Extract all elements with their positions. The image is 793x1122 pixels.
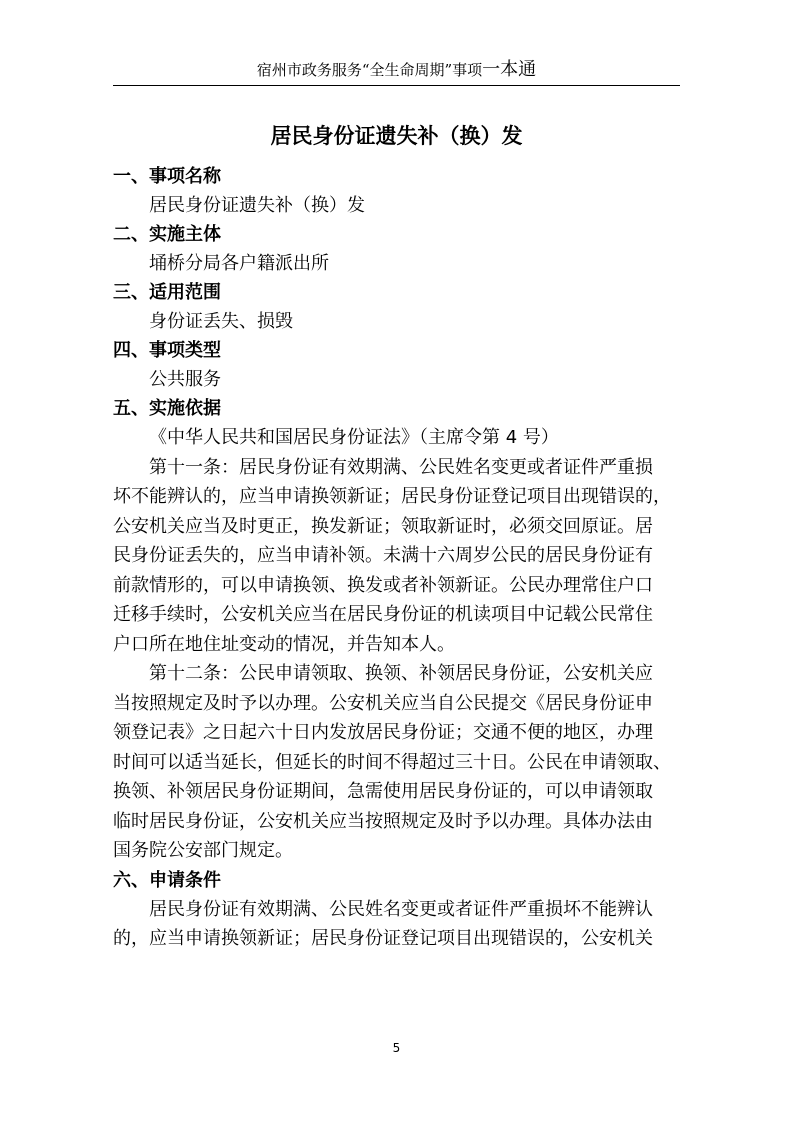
condition-line: 居民身份证有效期满、公民姓名变更或者证件严重损坏不能辨认 — [149, 898, 653, 920]
article-11-line: 公安机关应当及时更正，换发新证；领取新证时，必须交回原证。居 — [113, 515, 653, 537]
section-text: 居民身份证遗失补（换）发 — [149, 195, 365, 216]
article-12-line: 第十二条：公民申请领取、换领、补领居民身份证，公安机关应 — [149, 663, 653, 684]
running-header — [113, 60, 680, 80]
header-rule — [113, 85, 680, 86]
article-12-line: 临时居民身份证，公安机关应当按照规定及时予以办理。具体办法由 — [113, 810, 653, 832]
running-header-emphasis: 一本通 — [482, 59, 537, 80]
article-12-line: 时间可以适当延长，但延长的时间不得超过三十日。公民在申请领取、 — [113, 751, 671, 773]
section-heading: 二、实施主体 — [113, 224, 221, 245]
article-11-line: 坏不能辨认的，应当申请换领新证；居民身份证登记项目出现错误的， — [113, 486, 671, 507]
section-text: 公共服务 — [149, 369, 221, 390]
section-heading: 三、适用范围 — [113, 282, 221, 303]
running-header-text: 宿州市政务服务“全生命周期”事项 — [256, 61, 483, 79]
section-heading: 一、事项名称 — [113, 166, 221, 187]
article-11-line: 民身份证丢失的，应当申请补领。未满十六周岁公民的居民身份证有 — [113, 545, 653, 566]
document-title: 居民身份证遗失补（换）发 — [270, 124, 523, 148]
article-12-line: 领登记表》之日起六十日内发放居民身份证；交通不便的地区，办理 — [113, 722, 653, 743]
section-text: 埇桥分局各户籍派出所 — [149, 253, 329, 274]
document-body — [113, 162, 680, 954]
article-11-line: 迁移手续时，公安机关应当在居民身份证的机读项目中记载公民常住 — [113, 604, 653, 625]
section-heading: 四、事项类型 — [113, 340, 221, 361]
law-citation: 《中华人民共和国居民身份证法》（主席令第 4 号） — [149, 427, 559, 448]
section-heading: 六、申请条件 — [113, 869, 221, 891]
article-11-line: 第十一条：居民身份证有效期满、公民姓名变更或者证件严重损 — [149, 456, 653, 478]
article-11-line: 前款情形的，可以申请换领、换发或者补领新证。公民办理常住户口 — [113, 574, 653, 596]
section-text: 身份证丢失、损毁 — [149, 311, 293, 332]
article-12-line: 国务院公安部门规定。 — [113, 840, 293, 861]
condition-line: 的，应当申请换领新证；居民身份证登记项目出现错误的，公安机关 — [113, 928, 653, 949]
article-12-line: 当按照规定及时予以办理。公安机关应当自公民提交《居民身份证申 — [113, 692, 653, 714]
article-11-line: 户口所在地住址变动的情况，并告知本人。 — [113, 633, 455, 655]
page-number: 5 — [392, 1041, 401, 1055]
section-heading: 五、实施依据 — [113, 398, 221, 419]
article-12-line: 换领、补领居民身份证期间，急需使用居民身份证的，可以申请领取 — [113, 781, 653, 802]
